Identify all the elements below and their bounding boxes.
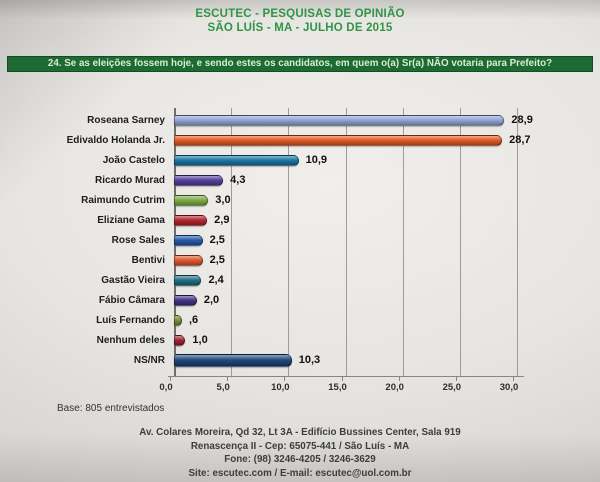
bar	[174, 335, 185, 346]
category-label: Raimundo Cutrim	[81, 194, 165, 206]
category-label: Rose Sales	[111, 234, 165, 246]
plot-area	[174, 250, 560, 270]
chart-row	[60, 250, 560, 270]
category-label: Ricardo Murad	[94, 174, 165, 186]
category-label: NS/NR	[133, 354, 165, 366]
value-label: 10,3	[298, 354, 321, 366]
plot-area	[174, 350, 560, 370]
chart-row	[60, 130, 560, 150]
category-label: Gastão Vieira	[101, 274, 165, 286]
plot-area	[174, 110, 560, 130]
chart-row	[60, 110, 560, 130]
category-label: Nenhum deles	[96, 334, 165, 346]
tick-mark	[342, 376, 343, 381]
plot-area	[174, 310, 560, 330]
category-label: Eliziane Gama	[97, 214, 165, 226]
footer-line-phone: Fone: (98) 3246-4205 / 3246-3629	[224, 454, 376, 465]
value-label: 2,5	[209, 254, 225, 266]
plot-area	[174, 330, 560, 350]
tick-label: 30,0	[499, 382, 519, 393]
value-label: 2,0	[203, 294, 220, 306]
report-title-line2: SÃO LUÍS - MA - JULHO DE 2015	[207, 22, 393, 34]
bar	[174, 155, 299, 166]
bar	[174, 115, 504, 126]
bar	[174, 215, 207, 226]
category-label: Edivaldo Holanda Jr.	[66, 134, 165, 146]
tick-label: 0,0	[159, 382, 173, 393]
tick-label: 10,0	[271, 382, 290, 393]
chart-row	[60, 330, 560, 350]
chart-row	[60, 170, 560, 190]
tick-mark	[284, 376, 285, 381]
report-title-line1: ESCUTEC - PESQUISAS DE OPINIÃO	[195, 8, 405, 20]
tick-label: 25,0	[442, 382, 462, 393]
chart-row	[60, 190, 560, 210]
tick-mark	[399, 376, 400, 381]
bar	[174, 255, 203, 266]
bar	[174, 354, 292, 367]
bar	[174, 135, 502, 146]
value-label: 28,7	[509, 134, 531, 146]
chart-rows	[60, 110, 560, 370]
chart-row	[60, 210, 560, 230]
question-banner	[7, 56, 593, 72]
tick-mark	[513, 376, 514, 381]
plot-area	[174, 230, 560, 250]
tick-mark	[227, 376, 228, 381]
plot-area	[174, 150, 560, 170]
tick-label: 20,0	[385, 382, 404, 393]
bar	[174, 315, 182, 326]
value-label: 2,5	[209, 234, 225, 246]
value-label: 4,3	[230, 174, 246, 186]
value-label: ,6	[189, 314, 199, 326]
question-text: 24. Se as eleições fossem hoje, e sendo estes os candidatos, em quem o(a) Sr(a) NÃO votaria para Prefeito?	[47, 58, 553, 69]
tick-label: 5,0	[216, 382, 230, 393]
report-header	[0, 7, 600, 35]
tick-mark	[456, 376, 457, 381]
plot-area	[174, 210, 560, 230]
tick-mark	[170, 376, 171, 381]
plot-area	[174, 170, 560, 190]
value-label: 10,9	[305, 154, 328, 166]
chart-row	[60, 150, 560, 170]
bar	[174, 275, 201, 286]
bar	[174, 235, 203, 246]
base-note: Base: 805 entrevistados	[57, 403, 165, 414]
x-axis-line	[168, 376, 524, 377]
plot-area	[174, 290, 560, 310]
poll-bar-chart	[60, 100, 560, 400]
value-label: 3,0	[215, 194, 231, 206]
chart-row	[60, 290, 560, 310]
chart-row	[60, 230, 560, 250]
plot-area	[174, 190, 560, 210]
value-label: 1,0	[192, 334, 208, 346]
footer-line-address: Av. Colares Moreira, Qd 32, Lt 3A - Edifício Bussines Center, Sala 919	[139, 427, 461, 438]
value-label: 2,9	[214, 214, 230, 226]
value-label: 28,9	[511, 114, 533, 126]
bar	[174, 195, 208, 206]
category-label: João Castelo	[102, 154, 165, 166]
bar	[174, 295, 197, 306]
footer-line-cep: Renascença II - Cep: 65075-441 / São Luís - MA	[190, 440, 410, 452]
bar	[174, 175, 223, 186]
category-label: Luís Fernando	[96, 314, 165, 326]
category-label: Fábio Câmara	[98, 294, 165, 306]
plot-area	[174, 130, 560, 150]
category-label: Roseana Sarney	[87, 114, 165, 126]
plot-area	[174, 270, 560, 290]
value-label: 2,4	[208, 274, 224, 286]
tick-label: 15,0	[328, 382, 347, 393]
chart-row	[60, 310, 560, 330]
chart-row	[60, 270, 560, 290]
category-label: Bentivi	[131, 254, 165, 266]
chart-row	[60, 350, 560, 370]
footer-line-site: Site: escutec.com / E-mail: escutec@uol.com.br	[188, 467, 412, 479]
footer-address-block	[0, 426, 600, 480]
